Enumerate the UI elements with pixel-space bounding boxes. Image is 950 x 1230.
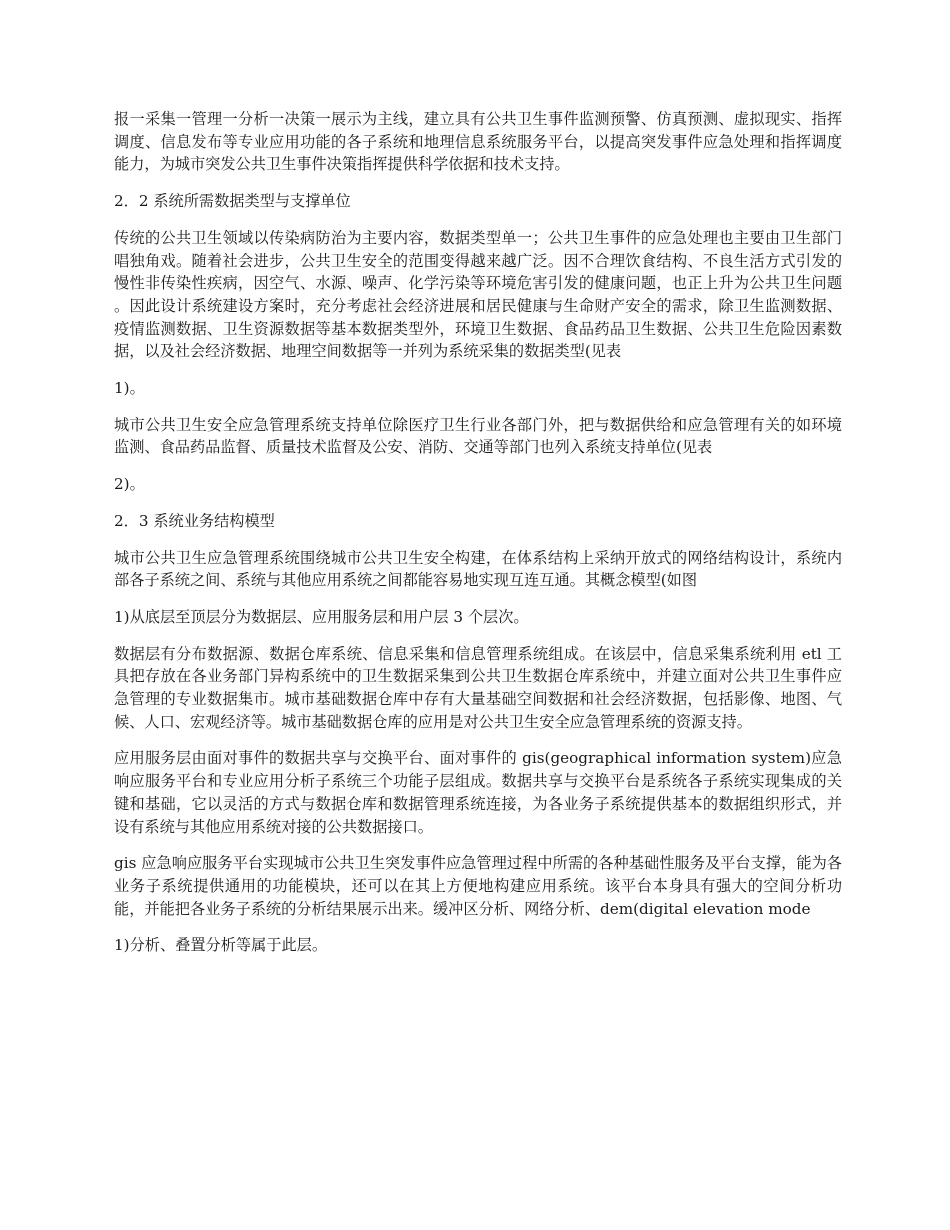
paragraph-structure-model: 城市公共卫生应急管理系统围绕城市公共卫生安全构建，在体系结构上采纳开放式的网络结构设计，系统内部各子系统之间、系统与其他应用系统之间都能容易地实现互连互通。其概念模型(如图 <box>114 548 842 590</box>
paragraph-table2-ref: 2)。 <box>114 475 145 494</box>
paragraph-support-units: 城市公共卫生安全应急管理系统支持单位除医疗卫生行业各部门外，把与数据供给和应急管理有关的如环境监测、食品药品监督、质量技术监督及公安、消防、交通等部门也列入系统支持单位(见表 <box>114 415 842 457</box>
section-heading-2-2: 2．2 系统所需数据类型与支撑单位 <box>114 192 351 211</box>
paragraph-layers: 1)从底层至顶层分为数据层、应用服务层和用户层 3 个层次。 <box>114 607 529 626</box>
paragraph-data-types: 传统的公共卫生领域以传染病防治为主要内容，数据类型单一；公共卫生事件的应急处理也主要由卫生部门唱独角戏。随着社会进步，公共卫生安全的范围变得越来越广泛。因不合理饮食结构、不良生活方式引发的慢性非传染性疾病，因空气、水源、噪声、化学污染等环境危害引发的健康问题，也正上升为公共卫生问题 。因此设计系统建设方案时，充分考虑社会经济进展和居民健康与生命财产安全的需求，除卫生监测数据、疫情监测数据、卫生资源数据等基本数据类型外，环境卫生数据、食品药品卫生数据、公共卫生危险因素数据，以及社会经济数据、地理空间数据等一并列为系统采集的数据类型(见表 <box>114 228 842 361</box>
paragraph-analysis: 1)分析、叠置分析等属于此层。 <box>114 936 328 955</box>
document-page <box>114 108 842 971</box>
section-heading-2-3: 2．3 系统业务结构模型 <box>114 511 275 530</box>
paragraph-table1-ref: 1)。 <box>114 379 145 398</box>
paragraph-data-layer: 数据层有分布数据源、数据仓库系统、信息采集和信息管理系统组成。在该层中，信息采集系统利用 etl 工具把存放在各业务部门异构系统中的卫生数据采集到公共卫生数据仓库系统中，并建立面对公共卫生事件应急管理的专业数据集市。城市基础数据仓库中存有大量基础空间数据和社会经济数据，包括影像、地图、气候、人口、宏观经济等。城市基础数据仓库的应用是对公共卫生安全应急管理系统的资源支持。 <box>114 644 842 731</box>
paragraph-intro-continuation: 报一采集一管理一分析一决策一展示为主线，建立具有公共卫生事件监测预警、仿真预测、虚拟现实、指挥调度、信息发布等专业应用功能的各子系统和地理信息系统服务平台，以提高突发事件应急处理和指挥调度能力，为城市突发公共卫生事件决策指挥提供科学依据和技术支持。 <box>114 110 842 174</box>
paragraph-service-layer: 应用服务层由面对事件的数据共享与交换平台、面对事件的 gis(geographical information system)应急响应服务平台和专业应用分析子系统三个功能子层组成。数据共享与交换平台是系统各子系统实现集成的关键和基础，它以灵活的方式与数据仓库和数据管理系统连接，为各业务子系统提供基本的数据组织形式，并设有系统与其他应用系统对接的公共数据接口。 <box>114 749 842 836</box>
paragraph-gis-platform: gis 应急响应服务平台实现城市公共卫生突发事件应急管理过程中所需的各种基础性服务及平台支撑，能为各业务子系统提供通用的功能模块，还可以在其上方便地构建应用系统。该平台本身具有强大的空间分析功能，并能把各业务子系统的分析结果展示出来。缓冲区分析、网络分析、dem(digital elevation mode <box>114 854 842 918</box>
